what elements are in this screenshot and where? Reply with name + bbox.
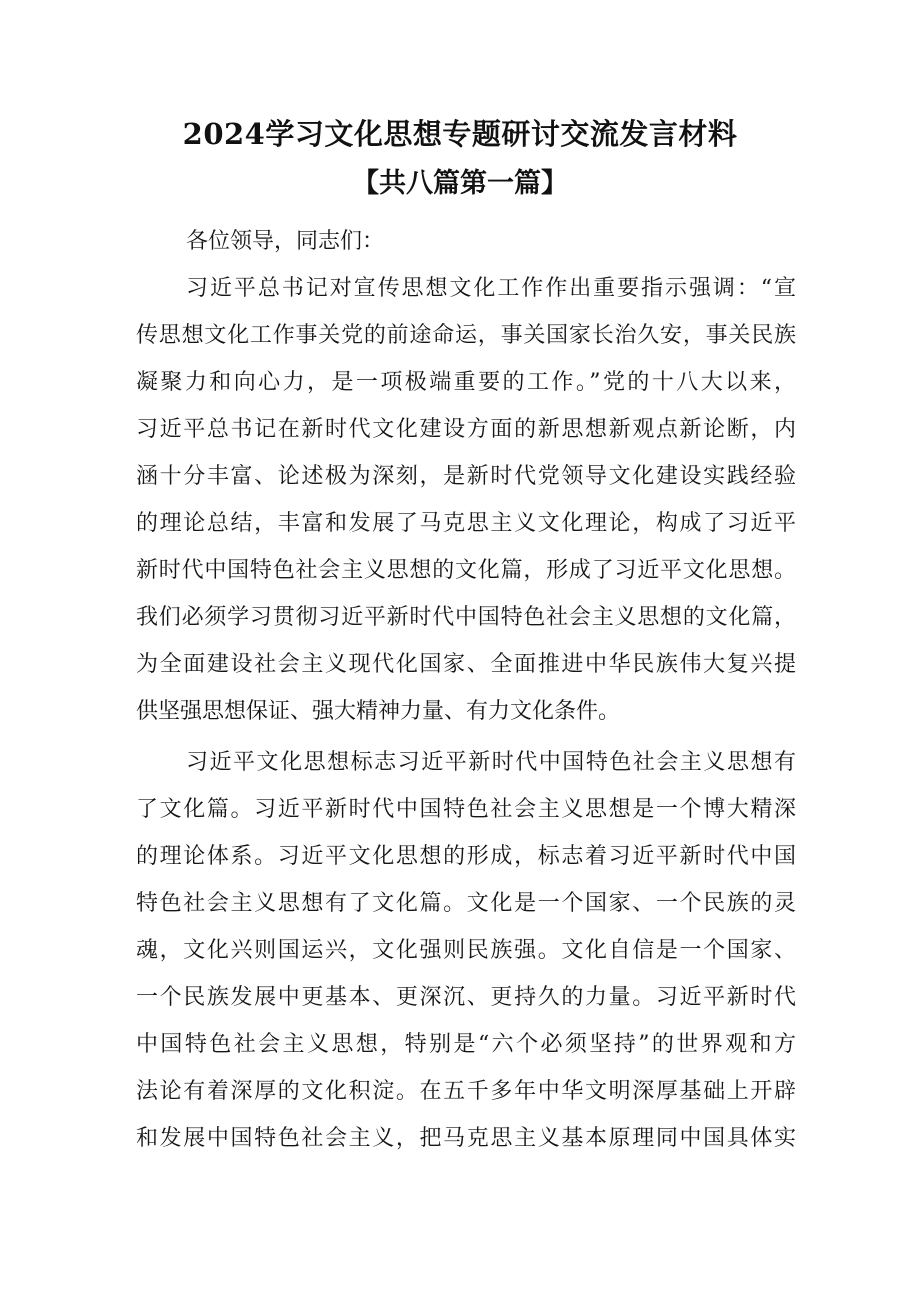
paragraph-line: 魂，文化兴则国运兴，文化强则民族强。文化自信是一个国家、 [136, 938, 796, 963]
paragraph-line: 的理论体系。习近平文化思想的形成，标志着习近平新时代中国 [136, 844, 796, 869]
paragraph-line: 供坚强思想保证、强大精神力量、有力文化条件。 [136, 699, 621, 724]
paragraph-line: 中国特色社会主义思想，特别是“六个必须坚持”的世界观和方 [136, 1032, 796, 1057]
paragraph-line: 习近平文化思想标志习近平新时代中国特色社会主义思想有 [186, 750, 796, 775]
paragraph-line: 了文化篇。习近平新时代中国特色社会主义思想是一个博大精深 [136, 797, 796, 822]
paragraph-line: 法论有着深厚的文化积淀。在五千多年中华文明深厚基础上开辟 [136, 1079, 796, 1104]
paragraph-line: 新时代中国特色社会主义思想的文化篇，形成了习近平文化思想。 [136, 558, 796, 583]
paragraph-line: 凝聚力和向心力，是一项极端重要的工作。”党的十八大以来， [136, 370, 796, 395]
salutation: 各位领导，同志们： [186, 229, 385, 254]
document-title: 2024学习文化思想专题研讨交流发言材料 [182, 117, 738, 151]
document-body [136, 218, 796, 1162]
paragraph-line: 的理论总结，丰富和发展了马克思主义文化理论，构成了习近平 [136, 511, 796, 536]
paragraph-1 [136, 265, 796, 735]
document-subtitle: 【共八篇第一篇】 [352, 168, 568, 199]
paragraph-line: 我们必须学习贯彻习近平新时代中国特色社会主义思想的文化篇， [136, 605, 796, 630]
paragraph-2 [136, 739, 796, 1162]
paragraph-line: 一个民族发展中更基本、更深沉、更持久的力量。习近平新时代 [136, 985, 796, 1010]
paragraph-line: 涵十分丰富、论述极为深刻，是新时代党领导文化建设实践经验 [136, 464, 796, 489]
paragraph-line: 和发展中国特色社会主义，把马克思主义基本原理同中国具体实 [136, 1126, 796, 1151]
paragraph-line: 传思想文化工作事关党的前途命运，事关国家长治久安，事关民族 [136, 323, 796, 348]
paragraph-line: 为全面建设社会主义现代化国家、全面推进中华民族伟大复兴提 [136, 652, 796, 677]
paragraph-line: 特色社会主义思想有了文化篇。文化是一个国家、一个民族的灵 [136, 891, 796, 916]
paragraph-line: 习近平总书记对宣传思想文化工作作出重要指示强调：“宣 [186, 276, 796, 301]
paragraph-line: 习近平总书记在新时代文化建设方面的新思想新观点新论断，内 [136, 417, 796, 442]
